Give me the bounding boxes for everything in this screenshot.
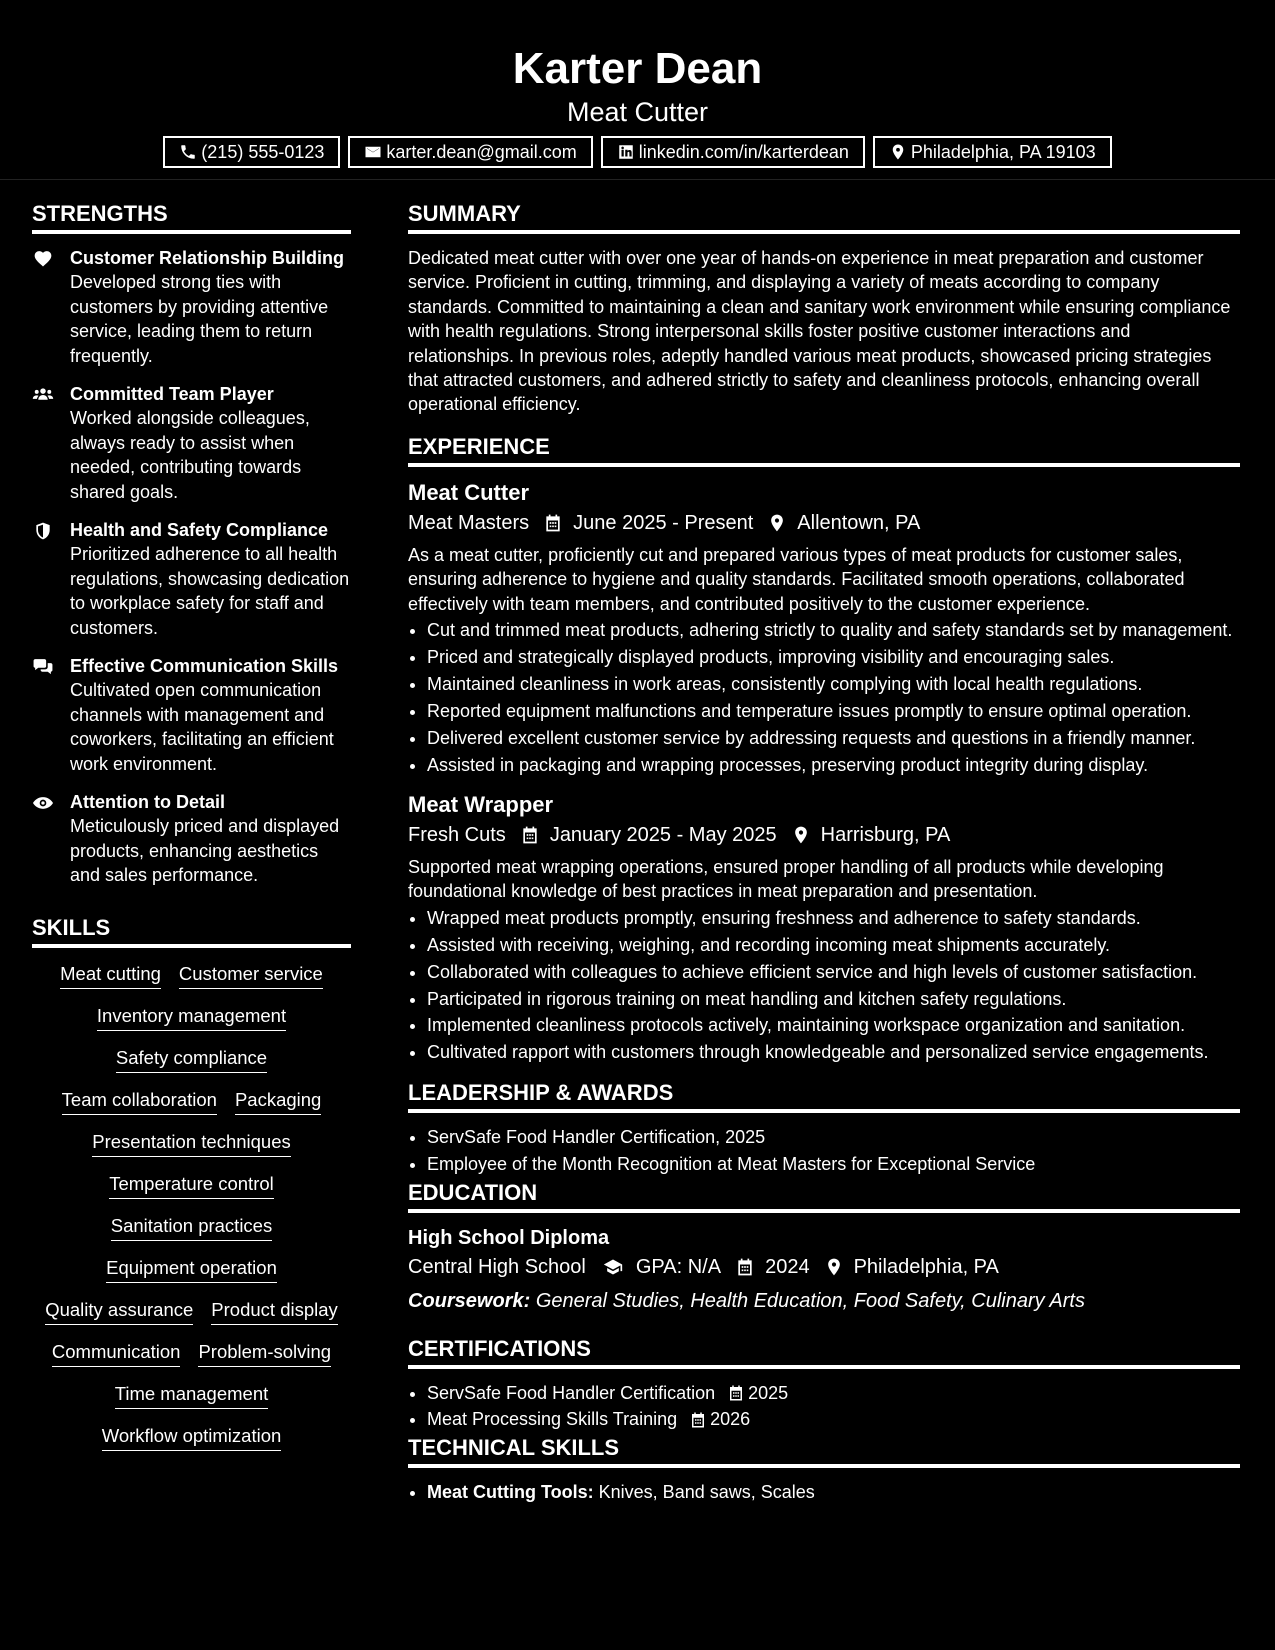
job-meta <box>408 509 1240 537</box>
skill-tag: Safety compliance <box>116 1046 267 1073</box>
skill-tag: Packaging <box>235 1088 321 1115</box>
strength-title: Committed Team Player <box>70 384 274 404</box>
certifications-heading: CERTIFICATIONS <box>408 1335 1240 1369</box>
left-column <box>32 200 351 1451</box>
candidate-name: Karter Dean <box>512 44 763 93</box>
calendar-icon <box>520 825 540 845</box>
email-contact[interactable] <box>348 136 592 168</box>
skill-tag: Product display <box>211 1298 337 1325</box>
graduation-cap-icon <box>600 1257 626 1277</box>
strengths-heading: STRENGTHS <box>32 200 351 234</box>
linkedin-text: linkedin.com/in/karterdean <box>638 142 849 162</box>
phone-text: (215) 555-0123 <box>201 142 325 162</box>
calendar-icon <box>727 1384 745 1402</box>
strength-desc: Worked alongside colleagues, always ready to assist when needed, contributing towards shared goals. <box>70 408 310 502</box>
chat-icon <box>32 657 54 677</box>
leadership-heading: LEADERSHIP & AWARDS <box>408 1079 1240 1113</box>
email-text: karter.dean@gmail.com <box>386 142 577 162</box>
job-description: Supported meat wrapping operations, ensured proper handling of all products while developing foundational knowledge of best practices in meat preparation and presentation. <box>408 857 1164 902</box>
strength-desc: Cultivated open communication channels with management and coworkers, facilitating an efficient work environment. <box>70 680 334 774</box>
strength-title: Health and Safety Compliance <box>70 520 329 540</box>
calendar-icon <box>543 513 563 533</box>
mail-icon <box>364 143 382 161</box>
job-dates: June 2025 - Present <box>573 511 754 534</box>
strength-item <box>32 654 351 776</box>
skill-tag: Customer service <box>179 962 323 989</box>
education-heading: EDUCATION <box>408 1179 1240 1213</box>
cert-year: 2025 <box>748 1382 789 1403</box>
education-year: 2024 <box>765 1255 810 1278</box>
heart-icon <box>32 249 54 269</box>
list-item: • Reported equipment malfunctions and temperature issues promptly to ensure optimal operation. <box>427 699 1240 723</box>
phone-icon <box>179 143 197 161</box>
location-contact <box>873 136 1112 168</box>
experience-heading: EXPERIENCE <box>408 433 1240 467</box>
skill-tag: Team collaboration <box>62 1088 217 1115</box>
technical-skills-list <box>408 1480 1240 1504</box>
list-item: • Assisted with receiving, weighing, and recording incoming meat shipments accurately. <box>427 933 1240 957</box>
list-item: • Assisted in packaging and wrapping processes, preserving product integrity during display. <box>427 753 1240 777</box>
list-item: • Employee of the Month Recognition at Meat Masters for Exceptional Service <box>427 1152 1240 1176</box>
education-meta <box>408 1253 1240 1281</box>
skill-tag: Inventory management <box>97 1004 286 1031</box>
strength-title: Effective Communication Skills <box>70 656 339 676</box>
technical-skills-heading: TECHNICAL SKILLS <box>408 1434 1240 1468</box>
strength-desc: Developed strong ties with customers by providing attentive service, leading them to return frequently. <box>70 272 329 366</box>
cert-name: • Meat Processing Skills Training <box>427 1409 678 1430</box>
skills-heading: SKILLS <box>32 914 351 948</box>
job-company: Fresh Cuts <box>408 824 506 846</box>
skill-tag: Equipment operation <box>106 1256 277 1283</box>
education-entry <box>408 1225 1240 1315</box>
job-entry <box>408 479 1240 777</box>
job-bullets <box>408 906 1240 1065</box>
skill-tag: Time management <box>115 1382 269 1409</box>
contact-bar <box>0 136 1275 168</box>
shield-icon <box>32 521 54 541</box>
calendar-icon <box>735 1257 755 1277</box>
job-bullets <box>408 618 1240 777</box>
job-meta <box>408 821 1240 849</box>
list-item: • Cultivated rapport with customers through knowledgeable and personalized service engagements. <box>427 1040 1240 1064</box>
location-text: Philadelphia, PA 19103 <box>910 142 1096 162</box>
strength-item <box>32 246 351 368</box>
list-item: • Maintained cleanliness in work areas, consistently complying with local health regulations. <box>427 672 1240 696</box>
skill-tag: Communication <box>52 1340 181 1367</box>
location-pin-icon <box>767 513 787 533</box>
education-location: Philadelphia, PA <box>853 1255 999 1278</box>
job-title: Meat Wrapper <box>408 792 554 817</box>
strength-title: Customer Relationship Building <box>70 248 345 268</box>
job-location: Allentown, PA <box>797 511 921 534</box>
strength-desc: Meticulously priced and displayed products, enhancing aesthetics and sales performance. <box>70 816 340 885</box>
tech-label: Meat Cutting Tools: <box>427 1482 594 1503</box>
skill-tag: Workflow optimization <box>102 1424 282 1451</box>
job-company: Meat Masters <box>408 511 530 534</box>
location-pin-icon <box>824 1257 844 1277</box>
school-name: Central High School <box>408 1255 586 1278</box>
coursework <box>408 1287 1240 1315</box>
location-pin-icon <box>791 825 811 845</box>
skill-tag: Meat cutting <box>60 962 161 989</box>
users-icon <box>32 385 54 405</box>
skill-tag: Presentation techniques <box>92 1130 291 1157</box>
phone-contact[interactable] <box>163 136 340 168</box>
skills-list <box>32 960 351 1451</box>
list-item: • Implemented cleanliness protocols actively, maintaining workspace organization and sanitation. <box>427 1013 1240 1037</box>
certifications-list <box>408 1381 1240 1432</box>
right-column <box>408 200 1240 1507</box>
job-title: Meat Cutter <box>408 479 530 505</box>
skill-tag: Quality assurance <box>45 1298 193 1325</box>
job-entry <box>408 791 1240 1065</box>
skill-tag: Temperature control <box>109 1172 274 1199</box>
gpa: GPA: N/A <box>635 1255 722 1278</box>
list-item <box>427 1480 1240 1504</box>
tech-value: Knives, Band saws, Scales <box>598 1482 815 1503</box>
linkedin-contact[interactable] <box>601 136 865 168</box>
resume-header <box>0 0 1275 180</box>
cert-name: • ServSafe Food Handler Certification <box>427 1382 716 1403</box>
list-item: • Collaborated with colleagues to achieve efficient service and high levels of customer satisfaction. <box>427 960 1240 984</box>
list-item: • Delivered excellent customer service by addressing requests and questions in a friendly manner. <box>427 726 1240 750</box>
list-item <box>427 1381 1240 1405</box>
summary-text: Dedicated meat cutter with over one year of hands-on experience in meat preparation and customer service. Proficient in cutting, trimming, and displaying a variety of meats according to company standards. Committed to maintaining a clean and sanitary work environment while ensuring compliance with health regulations. Strong interpersonal skills foster positive customer interactions and relationships. In previous roles, adeptly handled various meat products, showcased pricing strategies that attracted customers, and adhered strictly to safety and cleanliness protocols, enhancing overall operational efficiency. <box>408 248 1231 415</box>
strength-title: Attention to Detail <box>70 792 225 812</box>
location-pin-icon <box>889 143 907 161</box>
leadership-list <box>408 1125 1240 1176</box>
list-item: • Wrapped meat products promptly, ensuring freshness and adherence to safety standards. <box>427 906 1240 930</box>
job-description: As a meat cutter, proficiently cut and prepared various types of meat products for customer sales, ensuring adherence to hygiene and quality standards. Facilitated smooth operations, collaborated effectively with team members, and contributed positively to the customer experience. <box>408 544 1185 614</box>
cert-year: 2026 <box>710 1409 751 1430</box>
strength-item <box>32 790 351 888</box>
skill-tag: Problem-solving <box>198 1340 331 1367</box>
degree: High School Diploma <box>408 1226 610 1249</box>
strength-desc: Prioritized adherence to all health regulations, showcasing dedication to workplace safety for staff and customers. <box>70 544 350 638</box>
summary-heading: SUMMARY <box>408 200 1240 234</box>
list-item: • Cut and trimmed meat products, adhering strictly to quality and safety standards set by management. <box>427 618 1240 642</box>
coursework-text: General Studies, Health Education, Food Safety, Culinary Arts <box>535 1289 1085 1312</box>
skill-tag: Sanitation practices <box>111 1214 272 1241</box>
strength-item <box>32 382 351 504</box>
list-item: • ServSafe Food Handler Certification, 2025 <box>427 1125 1240 1149</box>
calendar-icon <box>689 1411 707 1429</box>
linkedin-icon <box>617 143 635 161</box>
job-location: Harrisburg, PA <box>820 824 951 846</box>
job-dates: January 2025 - May 2025 <box>549 824 777 846</box>
list-item <box>427 1407 1240 1431</box>
candidate-title: Meat Cutter <box>566 97 709 127</box>
eye-icon <box>32 793 54 813</box>
list-item: • Participated in rigorous training on meat handling and kitchen safety regulations. <box>427 987 1240 1011</box>
list-item: • Priced and strategically displayed products, improving visibility and encouraging sales. <box>427 645 1240 669</box>
coursework-label: Coursework: <box>408 1289 531 1312</box>
strength-item <box>32 518 351 640</box>
